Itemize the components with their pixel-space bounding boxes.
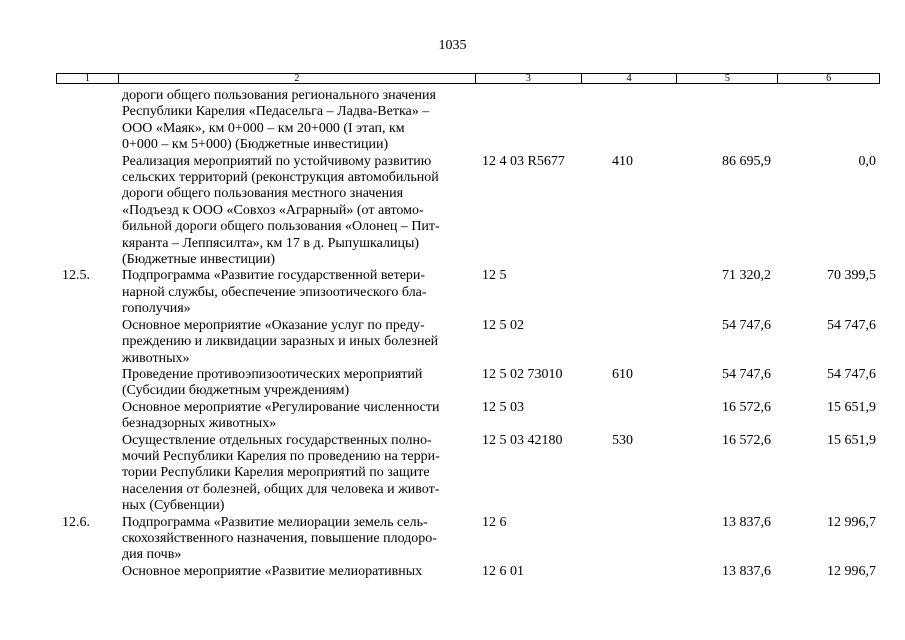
table-row	[56, 515, 880, 564]
row-name: Основное мероприятие «Развитие мелиоративных	[122, 563, 423, 579]
table-row	[56, 367, 880, 400]
row-value-col5	[678, 88, 779, 154]
row-value-col5: 71 320,2	[722, 268, 771, 284]
row-name: Основное мероприятие «Оказание услуг по преду- преждению и ликвидации заразных и иных болезней животных»	[122, 317, 439, 366]
row-value-col6: 12 996,7	[827, 514, 876, 530]
table-row	[56, 564, 880, 580]
row-name: Проведение противоэпизоотических мероприятий (Субсидии бюджетным учреждениям)	[122, 366, 423, 399]
row-code: 12 5 02 73010	[482, 366, 563, 382]
row-expense-type: 410	[612, 153, 633, 169]
page-number: 1035	[438, 38, 467, 53]
row-number	[56, 88, 118, 154]
header-col-1: 1	[57, 74, 119, 83]
table-row	[56, 154, 880, 269]
row-expense-type: 610	[612, 366, 633, 382]
row-expense-type	[582, 515, 678, 564]
row-value-col6	[779, 88, 880, 154]
row-code: 12 5 03	[482, 399, 524, 415]
row-value-col5: 16 572,6	[722, 399, 771, 415]
table-row	[56, 318, 880, 367]
row-code	[476, 88, 582, 154]
row-value-col6: 0,0	[858, 153, 876, 169]
row-name: Подпрограмма «Развитие мелиорации земель сель- скохозяйственного назначения, повышение плодоро- дия почв»	[122, 514, 437, 563]
header-col-3: 3	[476, 74, 582, 83]
row-code: 12 5 02	[482, 317, 524, 333]
row-value-col5: 54 747,6	[722, 366, 771, 382]
row-value-col5: 54 747,6	[722, 317, 771, 333]
table-header	[56, 73, 880, 84]
row-name: Осуществление отдельных государственных полно- мочий Республики Карелия по проведению на терри- тории Республики Карелия мероприятий по защите населения от болезней, общих для человека и живот- ных (Субвенции)	[122, 432, 440, 514]
row-expense-type	[582, 400, 678, 433]
row-number	[56, 433, 118, 515]
row-name: Реализация мероприятий по устойчивому развитию сельских территорий (реконструкция автомобильной дороги общего пользования местного значения «Подъезд к ООО «Совхоз «Аграрный» (от автомо- бильной дороги общего пользования «Олонец – Пит- кяранта – Леппясилта», км 17 в д. Рыпушкалицы) (Бюджетные инвестиции)	[122, 153, 440, 268]
row-expense-type	[582, 88, 678, 154]
row-number	[56, 400, 118, 433]
row-code: 12 4 03 R5677	[482, 153, 565, 169]
row-value-col5: 13 837,6	[722, 514, 771, 530]
table-body	[56, 88, 880, 580]
header-col-5: 5	[677, 74, 778, 83]
row-expense-type	[582, 564, 678, 580]
header-col-4: 4	[582, 74, 678, 83]
row-value-col6: 15 651,9	[827, 432, 876, 448]
row-value-col5: 16 572,6	[722, 432, 771, 448]
row-number	[56, 564, 118, 580]
row-number: 12.6.	[62, 514, 90, 530]
row-value-col6: 54 747,6	[827, 317, 876, 333]
row-number	[56, 367, 118, 400]
table-row	[56, 88, 880, 154]
row-expense-type: 530	[612, 432, 633, 448]
row-code: 12 5 03 42180	[482, 432, 563, 448]
row-expense-type	[582, 318, 678, 367]
row-value-col5: 13 837,6	[722, 563, 771, 579]
row-value-col6: 12 996,7	[827, 563, 876, 579]
row-number	[56, 318, 118, 367]
header-col-2: 2	[119, 74, 476, 83]
row-number: 12.5.	[62, 268, 90, 284]
row-value-col5: 86 695,9	[722, 153, 771, 169]
row-value-col6: 15 651,9	[827, 399, 876, 415]
row-value-col6: 54 747,6	[827, 366, 876, 382]
row-value-col6: 70 399,5	[827, 268, 876, 284]
row-name: Основное мероприятие «Регулирование численности безнадзорных животных»	[122, 399, 440, 432]
row-name: Подпрограмма «Развитие государственной ветери- нарной службы, обеспечение эпизоотического бла- гополучия»	[122, 268, 427, 317]
row-expense-type	[582, 268, 678, 317]
row-number	[56, 154, 118, 269]
table-row	[56, 433, 880, 515]
row-code: 12 6 01	[482, 563, 524, 579]
row-name: дороги общего пользования регионального значения Республики Карелия «Педасельга – Ладва-Ветка» – ООО «Маяк», км 0+000 – км 20+000 (I этап, км 0+000 – км 5+000) (Бюджетные инвестиции)	[122, 88, 436, 153]
row-code: 12 6	[482, 514, 507, 530]
header-col-6: 6	[826, 73, 832, 84]
table-row	[56, 400, 880, 433]
row-code: 12 5	[482, 268, 507, 284]
table-row	[56, 268, 880, 317]
